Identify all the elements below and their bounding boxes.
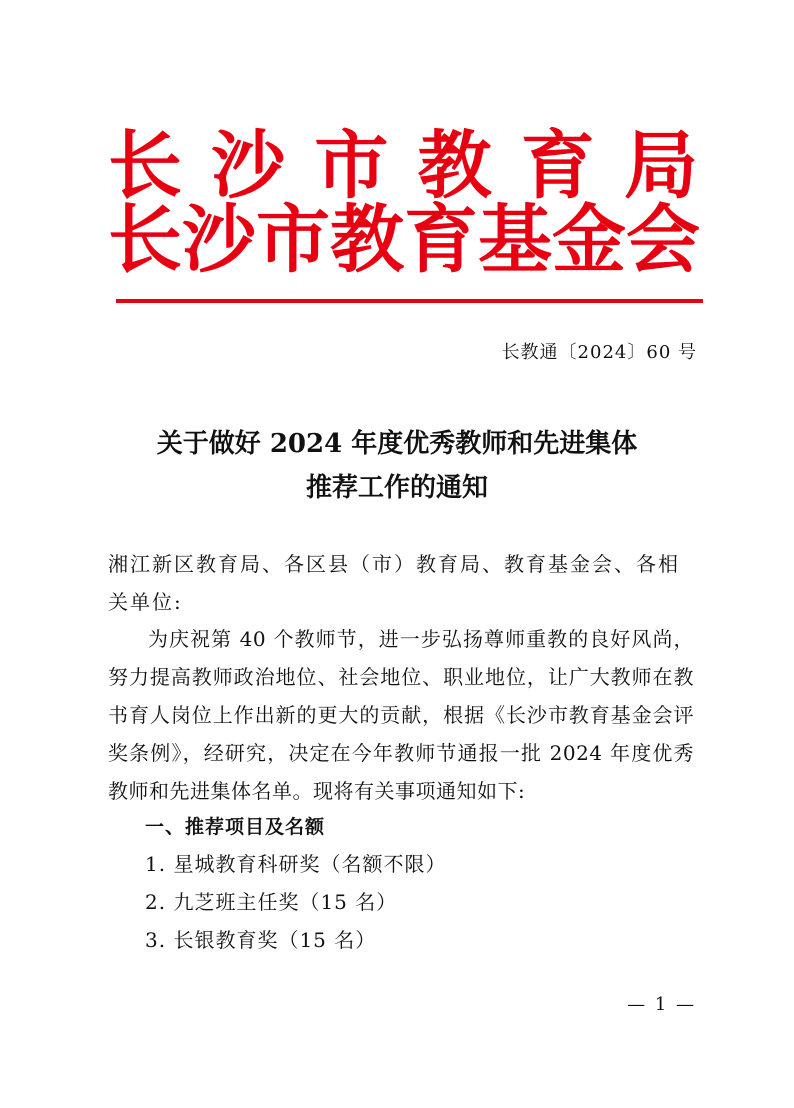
header-char: 教 — [417, 123, 492, 209]
list-item: 2. 九芝班主任奖（15 名） — [145, 890, 398, 914]
red-header-rule — [116, 299, 703, 303]
header-char: 局 — [623, 123, 698, 209]
list-item: 1. 星城教育科研奖（名额不限） — [145, 852, 447, 876]
page-number: — 1 — — [627, 994, 696, 1015]
header-char: 育 — [520, 123, 595, 209]
header-char: 基 — [478, 197, 552, 283]
header-char: 沙 — [182, 197, 256, 283]
list-item: 3. 长银教育奖（15 名） — [145, 928, 377, 952]
addressee: 湘江新区教育局、各区县（市）教育局、教育基金会、各相关单位: — [108, 552, 680, 614]
issuer-header-line-2 — [108, 197, 700, 283]
header-char: 教 — [330, 197, 404, 283]
notice-title-line-2: 推荐工作的通知 — [305, 473, 488, 503]
document-number: 长教通〔2024〕60 号 — [501, 342, 697, 363]
header-char: 会 — [626, 197, 700, 283]
issuer-header-line-1 — [108, 123, 698, 209]
notice-title-line-1: 关于做好 2024 年度优秀教师和先进集体 — [156, 429, 638, 459]
section-heading: 一、推荐项目及名额 — [145, 816, 326, 838]
body-paragraph: 为庆祝第 40 个教师节，进一步弘扬尊师重教的良好风尚，努力提高教师政治地位、社会地位、职业地位，让广大教师在教书育人岗位上作出新的更大的贡献，根据《长沙市教育基金会评奖条例》，经研究，决定在今年教师节通报一批 2024 年度优秀教师和先进集体名单。现将有关事项通知如下: — [108, 627, 694, 803]
header-char: 长 — [108, 197, 182, 283]
header-char: 市 — [256, 197, 330, 283]
header-char: 市 — [314, 123, 389, 209]
header-char: 沙 — [211, 123, 286, 209]
header-char: 金 — [552, 197, 626, 283]
header-char: 育 — [404, 197, 478, 283]
header-char: 长 — [108, 123, 182, 209]
